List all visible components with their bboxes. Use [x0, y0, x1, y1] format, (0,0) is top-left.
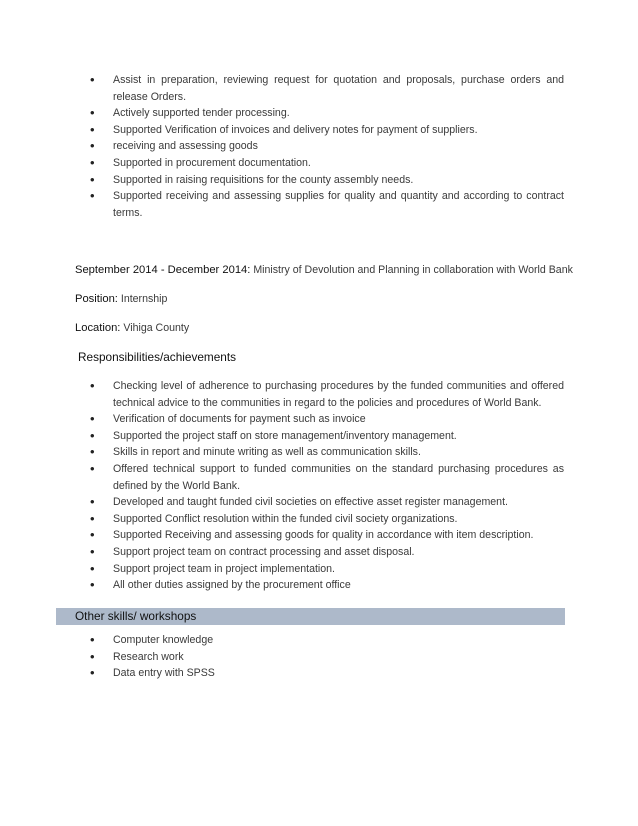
position-label: Position: [75, 293, 118, 305]
location-line [75, 322, 189, 334]
list-item: • Actively supported tender processing. [90, 105, 564, 122]
list-item: • Support project team on contract processing and asset disposal. [90, 544, 564, 561]
job-period: September 2014 - December 2014: [75, 264, 251, 276]
list-item: • Support project team in project implementation. [90, 561, 564, 578]
list-item: • Skills in report and minute writing as well as communication skills. [90, 444, 564, 461]
responsibilities-heading: Responsibilities/achievements [78, 350, 237, 364]
position-value: Internship [120, 293, 168, 305]
list-item: • Supported in procurement documentation. [90, 155, 564, 172]
other-skills-section-band [56, 608, 565, 625]
list-item: • Research work [90, 649, 564, 666]
list-item: • receiving and assessing goods [90, 138, 564, 155]
list-item: • Supported Verification of invoices and delivery notes for payment of suppliers. [90, 122, 564, 139]
list-item: • Supported in raising requisitions for the county assembly needs. [90, 172, 564, 189]
list-item: • Assist in preparation, reviewing request for quotation and proposals, purchase orders and release Orders. [90, 72, 564, 105]
list-item: • Verification of documents for payment such as invoice [90, 411, 564, 428]
previous-duties-list [90, 72, 564, 221]
list-item: • Supported the project staff on store management/inventory management. [90, 428, 564, 445]
list-item: • Computer knowledge [90, 632, 564, 649]
list-item: • Developed and taught funded civil societies on effective asset register management. [90, 494, 564, 511]
other-skills-heading: Other skills/ workshops [75, 609, 197, 623]
list-item: • Supported Receiving and assessing goods for quality in accordance with item description. [90, 527, 564, 544]
location-value: Vihiga County [123, 322, 190, 334]
other-skills-list [90, 632, 564, 682]
list-item: • Offered technical support to funded communities on the standard purchasing procedures as defined by the World Bank. [90, 461, 564, 494]
responsibilities-list [90, 378, 564, 594]
list-item: • All other duties assigned by the procurement office [90, 577, 564, 594]
list-item: • Data entry with SPSS [90, 665, 564, 682]
job-employer: Ministry of Devolution and Planning in collaboration with World Bank [253, 264, 573, 276]
list-item: • Supported receiving and assessing supplies for quality and quantity and according to contract terms. [90, 188, 564, 221]
list-item: • Supported Conflict resolution within the funded civil society organizations. [90, 511, 564, 528]
location-label: Location: [75, 322, 121, 334]
list-item: • Checking level of adherence to purchasing procedures by the funded communities and offered technical advice to the communities in regard to the policies and procedures of World Bank. [90, 378, 564, 411]
job-period-line [75, 264, 573, 276]
position-line [75, 293, 167, 305]
